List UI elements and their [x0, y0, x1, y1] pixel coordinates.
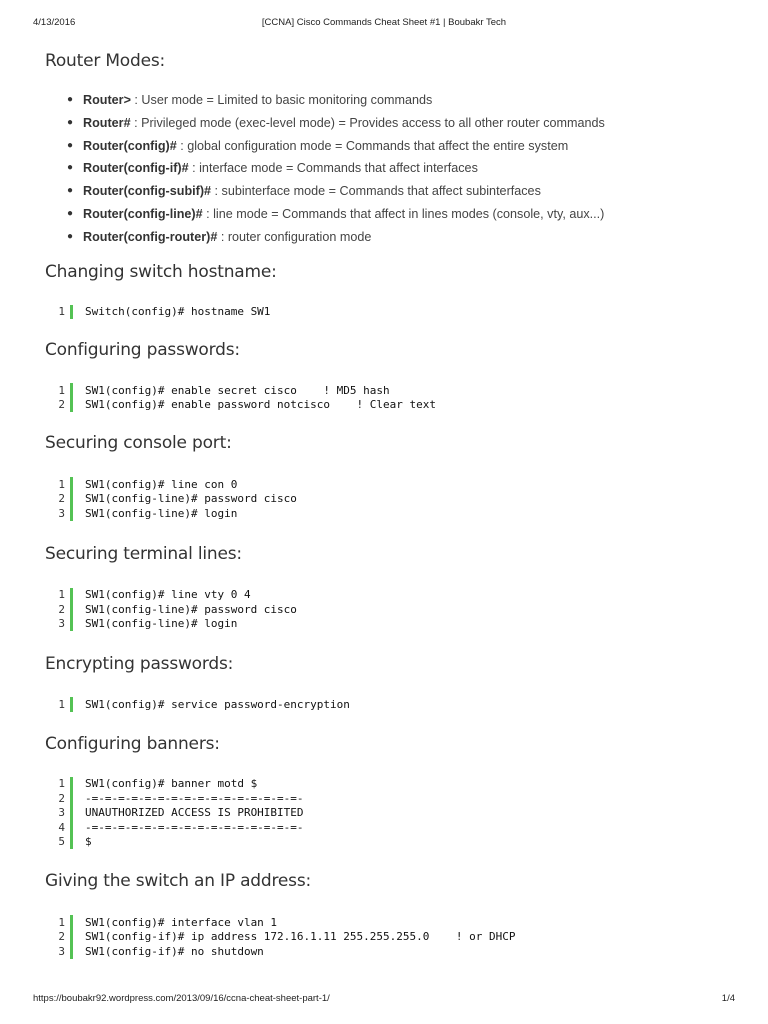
mode-description: : User mode = Limited to basic monitoring commands: [130, 93, 433, 107]
code-line: [45, 835, 735, 850]
mode-prompt: Router#: [83, 115, 131, 130]
line-number: 1: [58, 477, 65, 491]
code-line: [45, 617, 735, 632]
code-gutter-bar: [70, 930, 73, 945]
print-page-title: [CCNA] Cisco Commands Cheat Sheet #1 | Boubakr Tech: [261, 17, 507, 28]
mode-prompt: Router(config)#: [83, 138, 177, 153]
code-text: SW1(config-line)# password cisco: [85, 602, 297, 616]
mode-description: : Privileged mode (exec-level mode) = Provides access to all other router commands: [130, 115, 605, 130]
code-gutter-bar: [70, 305, 73, 320]
code-gutter-bar: [70, 791, 73, 806]
bullet-icon: ●: [67, 162, 74, 174]
code-line: [45, 791, 735, 806]
code-gutter-bar: [70, 697, 73, 712]
ip-address-code-block: [45, 915, 735, 959]
code-text: Switch(config)# hostname SW1: [85, 305, 271, 319]
list-item: [45, 135, 735, 158]
line-number: 2: [58, 602, 65, 616]
bullet-icon: ●: [67, 94, 74, 105]
mode-prompt: Router(config-if)#: [83, 161, 189, 176]
code-line: [45, 602, 735, 617]
mode-prompt: Router(config-line)#: [83, 206, 203, 221]
code-text: SW1(config-if)# ip address 172.16.1.11 255.255.255.0 ! or DHCP: [85, 930, 516, 944]
passwords-heading: Configuring passwords:: [45, 340, 240, 361]
encrypting-code-block: [45, 697, 735, 712]
code-text: $: [85, 835, 92, 849]
print-footer: [0, 993, 768, 1007]
line-number: 3: [58, 506, 65, 520]
passwords-code-block: [45, 383, 735, 412]
code-text: SW1(config)# interface vlan 1: [85, 915, 278, 929]
code-text: SW1(config)# line con 0: [85, 477, 238, 491]
bullet-icon: ●: [67, 185, 74, 197]
ip-address-heading: Giving the switch an IP address:: [45, 871, 312, 892]
line-number: 3: [58, 944, 65, 958]
code-line: [45, 305, 735, 320]
code-line: [45, 777, 735, 792]
bullet-icon: ●: [67, 139, 74, 151]
code-gutter-bar: [70, 806, 73, 821]
line-number: 2: [58, 791, 65, 805]
code-text: -=-=-=-=-=-=-=-=-=-=-=-=-=-=-=-=-: [85, 791, 304, 805]
page-number: 1/4: [721, 993, 735, 1004]
bullet-icon: ●: [67, 207, 74, 219]
code-line: [45, 383, 735, 398]
line-number: 1: [58, 915, 65, 929]
mode-description: : interface mode = Commands that affect interfaces: [188, 161, 478, 176]
list-item: [45, 180, 735, 203]
mode-prompt: Router>: [83, 93, 131, 107]
code-text: SW1(config-if)# no shutdown: [85, 944, 264, 958]
code-text: SW1(config-line)# login: [85, 506, 238, 520]
code-line: [45, 588, 735, 603]
print-date: 4/13/2016: [33, 17, 76, 28]
list-item: [45, 226, 735, 249]
code-line: [45, 806, 735, 821]
code-text: SW1(config)# banner motd $: [85, 777, 258, 791]
router-modes-list: [45, 89, 735, 249]
terminal-lines-heading: Securing terminal lines:: [45, 543, 242, 564]
code-gutter-bar: [70, 835, 73, 850]
list-item: [45, 89, 735, 112]
article-content: [45, 44, 735, 959]
line-number: 1: [58, 697, 65, 711]
encrypting-heading: Encrypting passwords:: [45, 654, 234, 675]
line-number: 5: [58, 835, 65, 849]
code-line: [45, 477, 735, 492]
code-gutter-bar: [70, 915, 73, 930]
terminal-lines-code-block: [45, 588, 735, 632]
code-line: [45, 820, 735, 835]
code-gutter-bar: [70, 477, 73, 492]
code-line: [45, 930, 735, 945]
line-number: 4: [58, 820, 65, 834]
line-number: 1: [58, 777, 65, 791]
code-gutter-bar: [70, 506, 73, 521]
mode-prompt: Router(config-router)#: [83, 229, 218, 244]
line-number: 1: [58, 588, 65, 602]
router-modes-heading: Router Modes:: [45, 51, 166, 71]
hostname-heading: Changing switch hostname:: [45, 261, 277, 282]
bullet-icon: ●: [67, 116, 74, 128]
code-line: [45, 398, 735, 413]
code-gutter-bar: [70, 492, 73, 507]
list-item: [45, 112, 735, 135]
code-text: SW1(config)# line vty 0 4: [85, 588, 251, 602]
line-number: 2: [58, 492, 65, 506]
code-text: -=-=-=-=-=-=-=-=-=-=-=-=-=-=-=-=-: [85, 820, 304, 834]
line-number: 1: [58, 383, 65, 397]
code-gutter-bar: [70, 777, 73, 792]
code-gutter-bar: [70, 383, 73, 398]
line-number: 3: [58, 617, 65, 631]
code-text: SW1(config)# enable password notcisco ! Clear text: [85, 398, 436, 412]
code-gutter-bar: [70, 617, 73, 632]
mode-description: : line mode = Commands that affect in lines modes (console, vty, aux...): [202, 206, 605, 221]
code-gutter-bar: [70, 820, 73, 835]
code-text: UNAUTHORIZED ACCESS IS PROHIBITED: [85, 806, 304, 820]
code-line: [45, 506, 735, 521]
code-text: SW1(config)# enable secret cisco ! MD5 hash: [85, 383, 390, 397]
banners-code-block: [45, 777, 735, 850]
code-line: [45, 697, 735, 712]
code-text: SW1(config-line)# password cisco: [85, 492, 297, 506]
bullet-icon: ●: [67, 230, 74, 242]
banners-heading: Configuring banners:: [45, 733, 220, 754]
console-heading: Securing console port:: [45, 433, 232, 454]
code-text: SW1(config)# service password-encryption: [85, 697, 350, 711]
code-line: [45, 944, 735, 959]
code-gutter-bar: [70, 398, 73, 413]
code-gutter-bar: [70, 944, 73, 959]
mode-description: : router configuration mode: [217, 229, 372, 244]
list-item: [45, 203, 735, 226]
list-item: [45, 157, 735, 180]
code-gutter-bar: [70, 602, 73, 617]
line-number: 3: [58, 806, 65, 820]
code-gutter-bar: [70, 588, 73, 603]
code-line: [45, 915, 735, 930]
mode-prompt: Router(config-subif)#: [83, 184, 212, 199]
code-text: SW1(config-line)# login: [85, 617, 238, 631]
line-number: 2: [58, 930, 65, 944]
code-line: [45, 492, 735, 507]
page-url: https://boubakr92.wordpress.com/2013/09/16/ccna-cheat-sheet-part-1/: [33, 993, 330, 1004]
mode-description: : subinterface mode = Commands that affect subinterfaces: [211, 184, 541, 199]
console-code-block: [45, 477, 735, 521]
print-header: [0, 17, 768, 31]
hostname-code-block: [45, 305, 735, 320]
line-number: 1: [58, 305, 65, 319]
mode-description: : global configuration mode = Commands that affect the entire system: [176, 138, 569, 153]
line-number: 2: [58, 398, 65, 412]
